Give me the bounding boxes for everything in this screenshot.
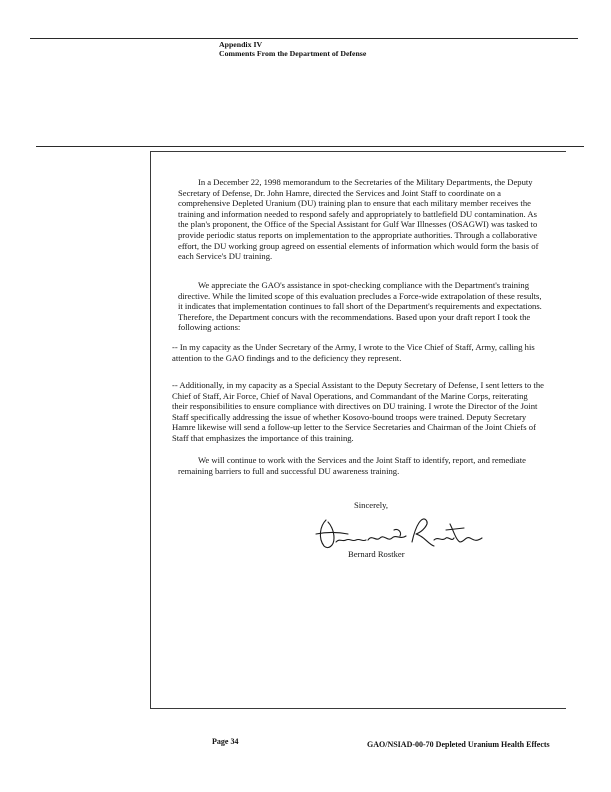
letter-bullet-1: -- In my capacity as the Under Secretary of the Army, I wrote to the Vice Chief of Staff, Army, calling his attention to the GAO findings and to the deficiency they represent. — [172, 342, 535, 363]
report-title: GAO/NSIAD-00-70 Depleted Uranium Health Effects — [367, 740, 550, 749]
appendix-heading — [219, 40, 366, 58]
letter-bullet-2: -- Additionally, in my capacity as a Special Assistant to the Deputy Secretary of Defense, I sent letters to the Chief of Staff, Air Force, Chief of Naval Operations, and Commandant of the Marine Corps, reiterating their responsibilities to ensure compliance with directives on DU training. I wrote the Director of the Joint Staff specifically addressing the issue of whether Kosovo-bound troops were trained. Deputy Secretary Hamre likewise will send a follow-up letter to the Service Secretaries and Chairman of the Joint Chiefs of Staff that emphasizes the importance of this training. — [172, 380, 544, 443]
appendix-title: Comments From the Department of Defense — [219, 49, 367, 58]
page-number: Page 34 — [212, 737, 239, 746]
letter-paragraph-2: We appreciate the GAO's assistance in spot-checking compliance with the Department's training directive. While the limited scope of this evaluation precludes a Force-wide extrapolation of these results, it indicates that implementation continues to fall short of the Department's requirements and expectations. Therefore, the Department concurs with the recommendations. Based upon your draft report I took the following actions: — [178, 280, 542, 333]
signer-name: Bernard Rostker — [348, 549, 405, 559]
header-rule — [30, 38, 578, 39]
section-rule — [36, 146, 584, 147]
letter-closing: Sincerely, — [354, 500, 389, 510]
letter-paragraph-1: In a December 22, 1998 memorandum to the Secretaries of the Military Departments, the Deputy Secretary of Defense, Dr. John Hamre, directed the Services and Joint Staff to coordinate on a comprehensive Depleted Uranium (DU) training plan to ensure that each military member receives the training and information needed to respond safely and appropriately to battlefield DU contamination. As the plan's proponent, the Office of the Special Assistant for Gulf War Illnesses (OSAGWI) was tasked to provide periodic status reports on implementation to the appropriate authorities. Through a collaborative effort, the DU working group agreed on essential elements of information which would form the basis of each Service's DU training. — [178, 177, 539, 262]
appendix-label: Appendix IV — [219, 40, 263, 49]
letter-paragraph-3: We will continue to work with the Services and the Joint Staff to identify, report, and remediate remaining barriers to full and successful DU awareness training. — [178, 455, 526, 476]
